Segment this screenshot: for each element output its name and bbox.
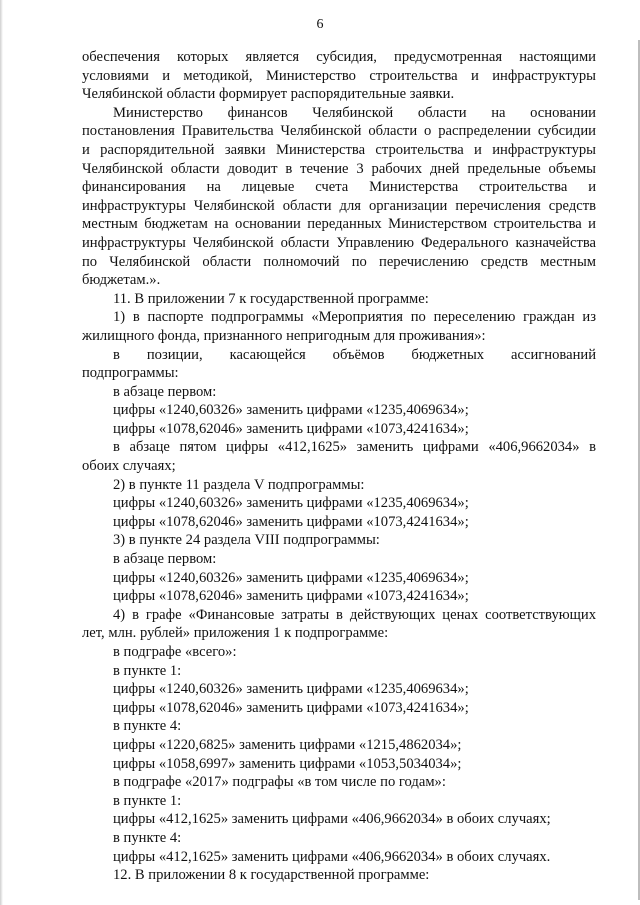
- text-line: 4) в графе «Финансовые затраты в действующих ценах соответствующих: [113, 606, 596, 623]
- text-line: и распорядительной заявки Министерства строительства и инфраструктуры: [82, 141, 596, 158]
- document-body: [82, 48, 596, 885]
- text-line: в абзаце пятом цифры «412,1625» заменить цифрами «406,9662034» в: [113, 439, 596, 456]
- text-line: инфраструктуры Челябинской области Управлению Федерального казначейства: [82, 234, 596, 251]
- text-line: цифры «1240,60326» заменить цифрами «1235,4069634»;: [113, 569, 469, 586]
- text-line: цифры «412,1625» заменить цифрами «406,9662034» в обоих случаях.: [113, 848, 551, 865]
- text-line: цифры «1078,62046» заменить цифрами «1073,4241634»;: [113, 699, 469, 716]
- text-line: цифры «412,1625» заменить цифрами «406,9662034» в обоих случаях;: [113, 811, 551, 828]
- text-line: в пункте 1:: [113, 662, 182, 679]
- text-line: в подграфе «всего»:: [113, 644, 237, 660]
- text-line: 1) в паспорте подпрограммы «Мероприятия по переселению граждан из: [113, 309, 596, 326]
- text-line: в абзаце первом:: [113, 551, 217, 568]
- text-line: 3) в пункте 24 раздела VIII подпрограммы:: [113, 532, 380, 549]
- text-line: бюджетам.».: [82, 272, 161, 289]
- text-line: цифры «1220,6825» заменить цифрами «1215,4862034»;: [113, 736, 462, 753]
- text-line: цифры «1240,60326» заменить цифрами «1235,4069634»;: [113, 681, 469, 698]
- text-line: обоих случаях;: [82, 458, 176, 475]
- text-line: в позиции, касающейся объёмов бюджетных ассигнований: [113, 346, 596, 363]
- text-line: лет, млн. рублей» приложения 1 к подпрограмме:: [82, 625, 389, 642]
- text-line: по Челябинской области полномочий по перечислению средств местным: [82, 253, 596, 270]
- text-line: в абзаце первом:: [113, 383, 217, 400]
- text-line: цифры «1240,60326» заменить цифрами «1235,4069634»;: [113, 402, 469, 419]
- text-line: цифры «1078,62046» заменить цифрами «1073,4241634»;: [113, 420, 469, 437]
- text-line: 12. В приложении 8 к государственной программе:: [113, 867, 430, 884]
- text-line: финансирования на лицевые счета Министерства строительства и: [82, 179, 596, 196]
- text-line: Челябинской области доводит в течение 3 рабочих дней предельные объемы: [82, 160, 596, 177]
- page-number: 6: [316, 17, 324, 32]
- text-line: обеспечения которых является субсидия, предусмотренная настоящими: [82, 49, 596, 65]
- scan-edge-left: [0, 0, 3, 905]
- text-line: в пункте 1:: [113, 792, 182, 809]
- text-line: в пункте 4:: [113, 718, 182, 735]
- text-line: цифры «1078,62046» заменить цифрами «1073,4241634»;: [113, 588, 469, 605]
- text-line: цифры «1240,60326» заменить цифрами «1235,4069634»;: [113, 495, 469, 512]
- text-line: постановления Правительства Челябинской области о распределении субсидии: [82, 123, 596, 140]
- text-line: жилищного фонда, признанного непригодным для проживания»:: [82, 327, 486, 344]
- text-line: подпрограммы:: [82, 365, 179, 382]
- text-line: цифры «1078,62046» заменить цифрами «1073,4241634»;: [113, 513, 469, 530]
- text-line: в подграфе «2017» подграфы «в том числе по годам»:: [113, 774, 446, 791]
- text-line: в пункте 4:: [113, 829, 182, 846]
- text-line: инфраструктуры Челябинской области для организации перечисления средств: [82, 197, 596, 214]
- text-line: 11. В приложении 7 к государственной программе:: [113, 290, 429, 307]
- text-line: цифры «1058,6997» заменить цифрами «1053,5034034»;: [113, 755, 462, 772]
- text-line: местным бюджетам на основании переданных Министерством строительства и: [82, 216, 596, 233]
- text-line: Министерство финансов Челябинской области на основании: [113, 104, 596, 121]
- text-line: 2) в пункте 11 раздела V подпрограммы:: [113, 476, 365, 493]
- text-line: Челябинской области формирует распорядительные заявки.: [82, 86, 455, 103]
- text-line: условиями и методикой, Министерство строительства и инфраструктуры: [82, 67, 596, 84]
